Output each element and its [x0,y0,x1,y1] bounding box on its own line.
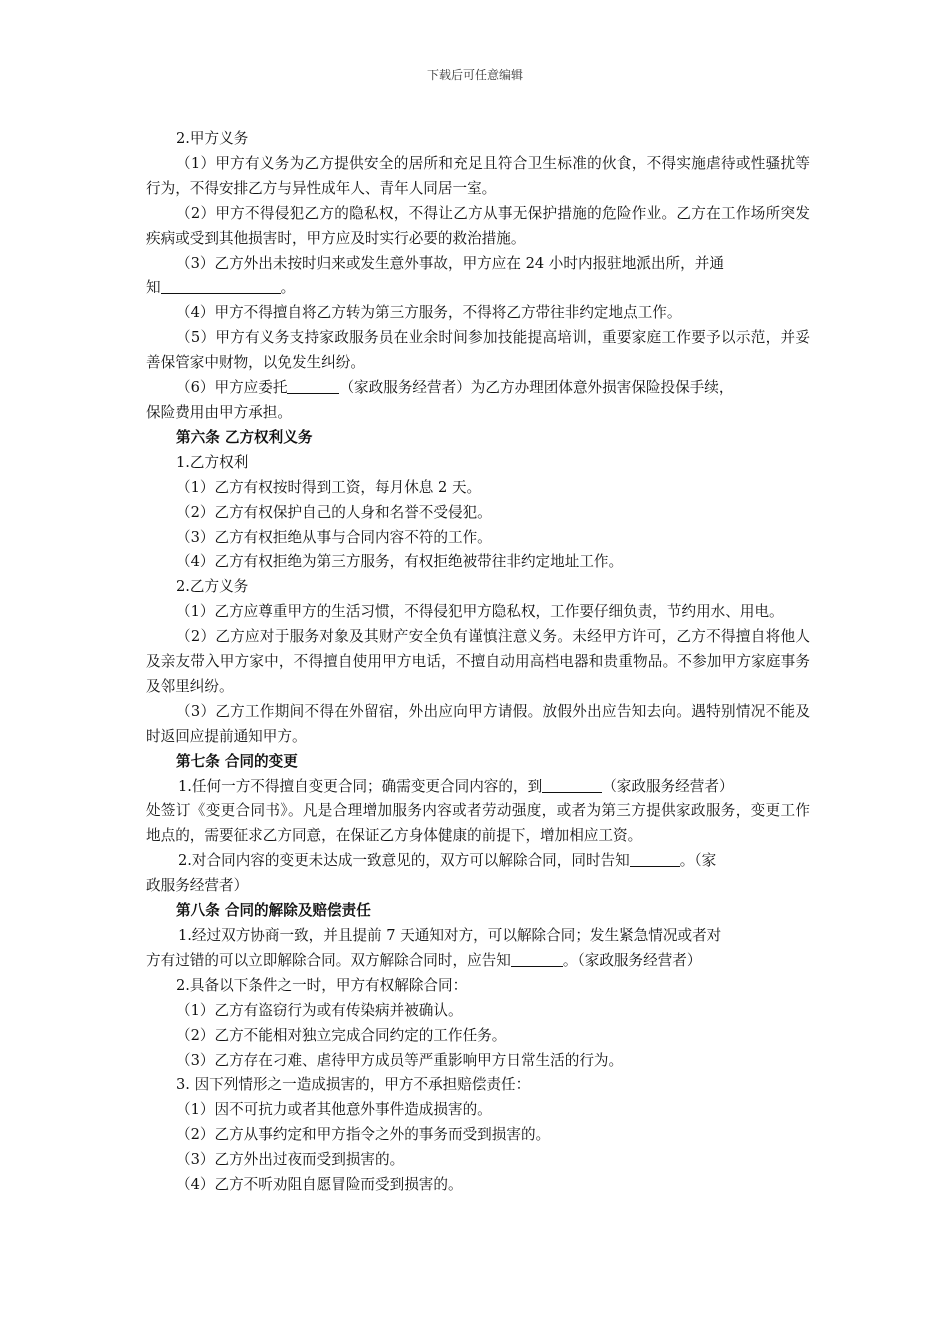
section-heading [146,899,810,924]
line-text: （3）乙方外出未按时归来或发生意外事故，甲方应在 24 小时内报驻地派出所，并通 [176,254,724,272]
paragraph-line [146,849,810,874]
line-text: （1）乙方应尊重甲方的生活习惯，不得侵犯甲方隐私权，工作要仔细负责，节约用水、用电。 [176,603,784,621]
line-text: （2）乙方有权保护自己的人身和名誉不受侵犯。 [176,503,492,521]
fill-in-blank [630,851,680,867]
paragraph-line [146,476,810,501]
paragraph-line [146,276,810,301]
line-text: （1）乙方有盗窃行为或有传染病并被确认。 [176,1001,463,1019]
paragraph-line [146,127,810,152]
page-header: 下载后可任意编辑 [426,68,523,82]
line-text: 政服务经营者） [146,877,249,895]
paragraph-line [146,924,810,949]
line-text: （2）乙方应对于服务对象及其财产安全负有谨慎注意义务。未经甲方许可，乙方不得擅自将他人及亲友带入甲方家中，不得擅自使用甲方电话，不擅自动用高档电器和贵重物品。不参加甲方家庭事务及邻里纠纷。 [146,628,810,695]
paragraph-line [146,700,810,750]
paragraph-line [146,999,810,1024]
paragraph-line [146,1073,810,1098]
line-text: （2）乙方不能相对独立完成合同约定的工作任务。 [176,1026,507,1044]
line-text: （1）因不可抗力或者其他意外事件造成损害的。 [176,1101,492,1119]
line-text: 2.对合同内容的变更未达成一致意见的，双方可以解除合同，同时告知 [178,852,630,870]
section-heading [146,426,810,451]
line-text: （2）乙方从事约定和甲方指令之外的事务而受到损害的。 [176,1126,551,1144]
line-text: （3）乙方外出过夜而受到损害的。 [176,1151,405,1169]
paragraph-line [146,451,810,476]
line-text: 1.乙方权利 [176,453,249,471]
fill-in-blank [542,777,602,793]
paragraph-line [146,1024,810,1049]
paragraph-line [146,152,810,202]
document-body [146,127,810,1198]
line-text-after: 。（家政服务经营者） [562,951,702,969]
paragraph-line [146,526,810,551]
paragraph-line [146,1098,810,1123]
paragraph-line [146,301,810,326]
paragraph-line [146,1123,810,1148]
line-text: 2.具备以下条件之一时，甲方有权解除合同： [176,976,468,994]
line-text: 1.任何一方不得擅自变更合同；确需变更合同内容的，到 [178,777,543,795]
line-text-after: （家政服务经营者）为乙方办理团体意外损害保险投保手续， [339,379,734,397]
line-text: 第八条 合同的解除及赔偿责任 [176,902,371,920]
line-text: 知 [146,279,161,297]
paragraph-line [146,1049,810,1074]
paragraph-line [146,326,810,376]
line-text: 方有过错的可以立即解除合同。双方解除合同时，应告知 [146,951,511,969]
line-text: 保险费用由甲方承担。 [146,403,292,421]
line-text: （1）乙方有权按时得到工资，每月休息 2 天。 [176,478,482,496]
line-text: （3）乙方存在刁难、虐待甲方成员等严重影响甲方日常生活的行为。 [176,1051,624,1069]
paragraph-line [146,600,810,625]
line-text-after: 。 [280,279,296,297]
paragraph-line [146,401,810,426]
line-text: 处签订《变更合同书》。凡是合理增加服务内容或者劳动强度，或者为第三方提供家政服务，变更工作地点的，需要征求乙方同意，在保证乙方身体健康的前提下，增加相应工资。 [146,802,810,845]
paragraph-line [146,376,810,401]
paragraph-line [146,575,810,600]
line-text: （4）甲方不得擅自将乙方转为第三方服务，不得将乙方带往非约定地点工作。 [176,304,682,322]
paragraph-line [146,974,810,999]
line-text: 2.甲方义务 [176,130,249,147]
line-text: 1.经过双方协商一致，并且提前 7 天通知对方，可以解除合同；发生紧急情况或者对 [178,927,722,944]
paragraph-line [146,1173,810,1198]
line-text: （1）甲方有义务为乙方提供安全的居所和充足且符合卫生标准的伙食，不得实施虐待或性骚扰等行为，不得安排乙方与异性成年人、青年人同居一室。 [146,154,810,197]
line-text: 2.乙方义务 [176,578,249,596]
paragraph-line [146,799,810,849]
fill-in-blank [161,278,281,294]
line-text: （6）甲方应委托 [176,379,288,397]
line-text: （4）乙方不听劝阻自愿冒险而受到损害的。 [176,1176,463,1194]
line-text-after: 。（家 [679,852,717,870]
paragraph-line [146,501,810,526]
paragraph-line [146,775,810,800]
paragraph-line [146,874,810,899]
section-heading [146,750,810,775]
line-text: 第七条 合同的变更 [176,752,298,770]
paragraph-line [146,202,810,252]
line-text: 3. 因下列情形之一造成损害的，甲方不承担赔偿责任： [176,1076,531,1094]
line-text: （3）乙方有权拒绝从事与合同内容不符的工作。 [176,528,492,546]
line-text: （5）甲方有义务支持家政服务员在业余时间参加技能提高培训，重要家庭工作要予以示范，并妥善保管家中财物，以免发生纠纷。 [146,329,810,372]
line-text-after: （家政服务经营者） [602,777,734,795]
paragraph-line [146,625,810,700]
line-text: （3）乙方工作期间不得在外留宿，外出应向甲方请假。放假外出应告知去向。遇特别情况不能及时返回应提前通知甲方。 [146,702,810,745]
fill-in-blank [287,378,339,394]
paragraph-line [146,1148,810,1173]
line-text: （2）甲方不得侵犯乙方的隐私权，不得让乙方从事无保护措施的危险作业。乙方在工作场所突发疾病或受到其他损害时，甲方应及时实行必要的救治措施。 [146,204,810,247]
paragraph-line [146,252,810,277]
paragraph-line [146,550,810,575]
line-text: （4）乙方有权拒绝为第三方服务，有权拒绝被带往非约定地址工作。 [176,553,624,571]
line-text: 第六条 乙方权利义务 [176,428,313,446]
fill-in-blank [511,951,563,967]
paragraph-line [146,949,810,974]
